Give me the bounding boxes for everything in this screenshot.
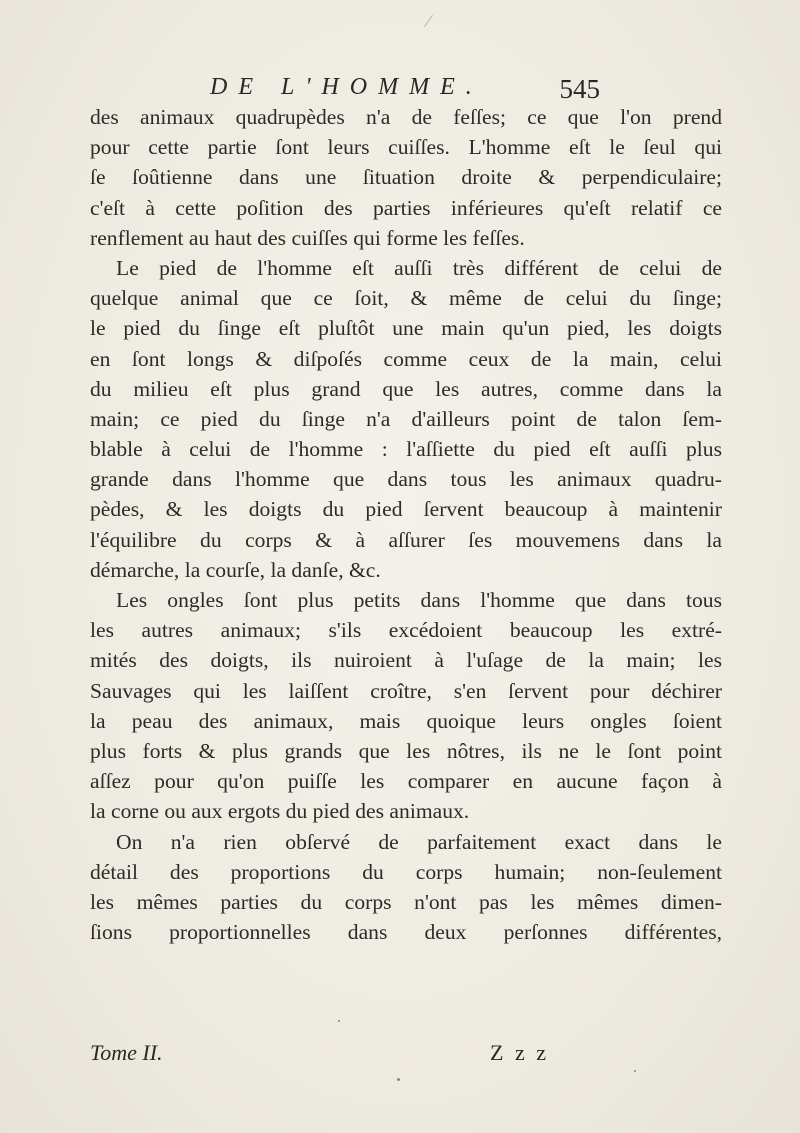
page-footer xyxy=(90,1040,690,1070)
text-line: détail des proportions du corps humain; non-ſeulement xyxy=(90,859,722,884)
paragraph-start-line: Le pied de l'homme eſt auſſi très différent de celui de xyxy=(116,255,722,280)
text-line: ſions proportionnelles dans deux perſonnes différentes, xyxy=(90,920,722,945)
text-line: du milieu eſt plus grand que les autres, comme dans la xyxy=(90,376,722,401)
text-line: ſe ſoûtienne dans une ſituation droite & perpendiculaire; xyxy=(90,165,722,190)
text-line: mités des doigts, ils nuiroient à l'uſage de la main; les xyxy=(90,648,722,673)
text-line: pour cette partie ſont leurs cuiſſes. L'homme eſt le ſeul qui xyxy=(90,135,722,160)
running-head-title: DE L'HOMME. xyxy=(210,74,483,100)
text-line: l'équilibre du corps & à aſſurer ſes mouvemens dans la xyxy=(90,527,722,552)
paper-speck xyxy=(338,1020,340,1022)
text-line: blable à celui de l'homme : l'aſſiette du pied eſt auſſi plus xyxy=(90,437,722,462)
text-line: quelque animal que ce ſoit, & même de celui du ſinge; xyxy=(90,286,722,311)
paper-speck xyxy=(634,1070,636,1072)
text-line: grande dans l'homme que dans tous les animaux quadru- xyxy=(90,467,722,492)
body-text xyxy=(90,102,722,947)
text-line: en ſont longs & diſpoſés comme ceux de la main, celui xyxy=(90,346,722,371)
volume-label: Tome II. xyxy=(90,1040,163,1065)
paragraph-start-line: Les ongles ſont plus petits dans l'homme que dans tous xyxy=(116,588,722,612)
text-line: des animaux quadrupèdes n'a de feſſes; ce que l'on prend xyxy=(90,105,722,129)
text-line: les autres animaux; s'ils excédoient beaucoup les extré- xyxy=(90,618,722,643)
text-line: la corne ou aux ergots du pied des animaux. xyxy=(90,799,470,824)
text-line: démarche, la courſe, la danſe, &c. xyxy=(90,557,381,582)
text-line: c'eſt à cette poſition des parties inférieures qu'eſt relatif ce xyxy=(90,195,722,220)
page-number: 545 xyxy=(559,74,600,104)
text-line: renflement au haut des cuiſſes qui forme les feſſes. xyxy=(90,225,525,250)
text-line: Sauvages qui les laiſſent croître, s'en ſervent pour déchirer xyxy=(90,678,722,703)
text-line: aſſez pour qu'on puiſſe les comparer en aucune façon à xyxy=(90,769,722,794)
gathering-signature: Z z z xyxy=(490,1040,549,1065)
text-line: les mêmes parties du corps n'ont pas les mêmes dimen- xyxy=(90,889,722,914)
paragraph-start-line: On n'a rien obſervé de parfaitement exact dans le xyxy=(116,829,722,854)
text-line: la peau des animaux, mais quoique leurs ongles ſoient xyxy=(90,708,722,733)
paper-speck xyxy=(397,1078,400,1081)
text-line: le pied du ſinge eſt pluſtôt une main qu'un pied, les doigts xyxy=(90,316,722,341)
text-line: main; ce pied du ſinge n'a d'ailleurs point de talon ſem- xyxy=(90,406,722,431)
text-line: plus forts & plus grands que les nôtres, ils ne le ſont point xyxy=(90,738,722,763)
stray-ink-mark xyxy=(424,15,433,27)
text-line: pèdes, & les doigts du pied ſervent beaucoup à maintenir xyxy=(90,497,722,522)
